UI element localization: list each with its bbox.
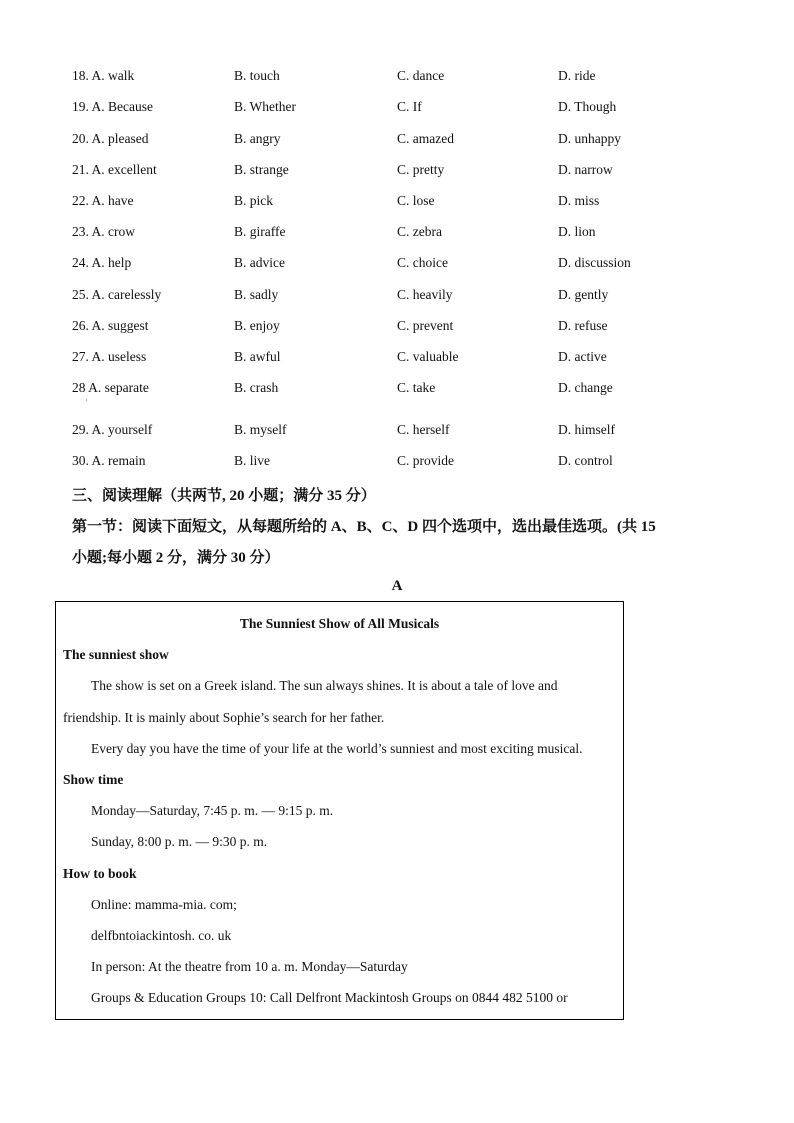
paragraph-1-line-1: The show is set on a Greek island. The sun always shines. It is about a tale of love and [91,678,558,693]
option-c: C. heavily [397,287,453,302]
option-b: B. angry [234,131,281,146]
option-d: D. control [558,453,613,468]
option-c: C. dance [397,68,445,83]
section-heading: 三、阅读理解（共两节, 20 小题；满分 35 分） [72,488,376,504]
option-c: C. take [397,380,436,395]
option-c: C. lose [397,193,435,208]
booking-groups: Groups & Education Groups 10: Call Delfront Mackintosh Groups on 0844 482 5100 or [91,990,568,1005]
booking-website: delfbntoiackintosh. co. uk [91,928,232,943]
booking-online: Online: mamma-mia. com; [91,897,237,912]
option-a: 21. A. excellent [72,162,157,177]
option-row-30 [72,453,732,473]
option-d: D. unhappy [558,131,621,146]
option-d: D. change [558,380,613,395]
option-d: D. himself [558,422,615,437]
option-a: 25. A. carelessly [72,287,162,302]
show-time-sunday: Sunday, 8:00 p. m. — 9:30 p. m. [91,834,268,849]
option-row-25 [72,287,732,307]
option-b: B. live [234,453,270,468]
booking-in-person: In person: At the theatre from 10 a. m. Monday—Saturday [91,959,408,974]
option-d: D. ride [558,68,596,83]
option-b: B. awful [234,349,281,364]
option-row-27 [72,349,732,369]
option-b: B. strange [234,162,289,177]
option-b: B. giraffe [234,224,286,239]
option-b: B. Whether [234,99,296,114]
option-row-28 [72,380,732,400]
option-c: C. If [397,99,422,114]
heading-how-to-book: How to book [63,866,137,881]
option-b: B. advice [234,255,285,270]
instruction-line-2: 小题;每小题 2 分，满分 30 分） [72,550,280,566]
passage-label: A [391,578,403,594]
ad-title: The Sunniest Show of All Musicals [239,616,440,631]
option-a: 26. A. suggest [72,318,149,333]
option-a: 30. A. remain [72,453,146,468]
option-d: D. lion [558,224,596,239]
option-row-18 [72,68,732,88]
option-c: C. zebra [397,224,442,239]
option-a: 24. A. help [72,255,132,270]
heading-show-time: Show time [63,772,124,787]
option-c: C. valuable [397,349,459,364]
option-c: C. pretty [397,162,445,177]
option-d: D. refuse [558,318,608,333]
option-d: D. narrow [558,162,613,177]
option-row-21 [72,162,732,182]
option-b: B. enjoy [234,318,280,333]
stray-dot: · [85,396,88,405]
heading-sunniest-show: The sunniest show [63,647,169,662]
option-b: B. pick [234,193,273,208]
paragraph-2: Every day you have the time of your life at the world’s sunniest and most exciting musical. [91,741,583,756]
option-c: C. choice [397,255,448,270]
option-b: B. myself [234,422,287,437]
option-a: 23. A. crow [72,224,135,239]
option-a: 29. A. yourself [72,422,153,437]
option-row-26 [72,318,732,338]
option-row-29 [72,422,732,442]
option-row-20 [72,131,732,151]
option-a: 28 A. separate [72,380,149,395]
option-c: C. herself [397,422,450,437]
option-row-24 [72,255,732,275]
paragraph-1-line-2: friendship. It is mainly about Sophie’s search for her father. [63,710,385,725]
option-d: D. discussion [558,255,631,270]
option-d: D. Though [558,99,617,114]
option-a: 19. A. Because [72,99,153,114]
option-a: 20. A. pleased [72,131,149,146]
option-a: 18. A. walk [72,68,135,83]
option-b: B. sadly [234,287,279,302]
instruction-line-1: 第一节：阅读下面短文，从每题所给的 A、B、C、D 四个选项中，选出最佳选项。(共 15 [72,519,656,535]
option-d: D. gently [558,287,609,302]
option-d: D. active [558,349,607,364]
option-b: B. touch [234,68,280,83]
option-c: C. amazed [397,131,454,146]
option-row-23 [72,224,732,244]
option-a: 22. A. have [72,193,134,208]
option-a: 27. A. useless [72,349,147,364]
advertisement-box [55,601,624,1020]
option-row-19 [72,99,732,119]
option-c: C. provide [397,453,454,468]
option-row-22 [72,193,732,213]
option-d: D. miss [558,193,600,208]
show-time-weekdays: Monday—Saturday, 7:45 p. m. — 9:15 p. m. [91,803,334,818]
option-b: B. crash [234,380,279,395]
option-c: C. prevent [397,318,454,333]
